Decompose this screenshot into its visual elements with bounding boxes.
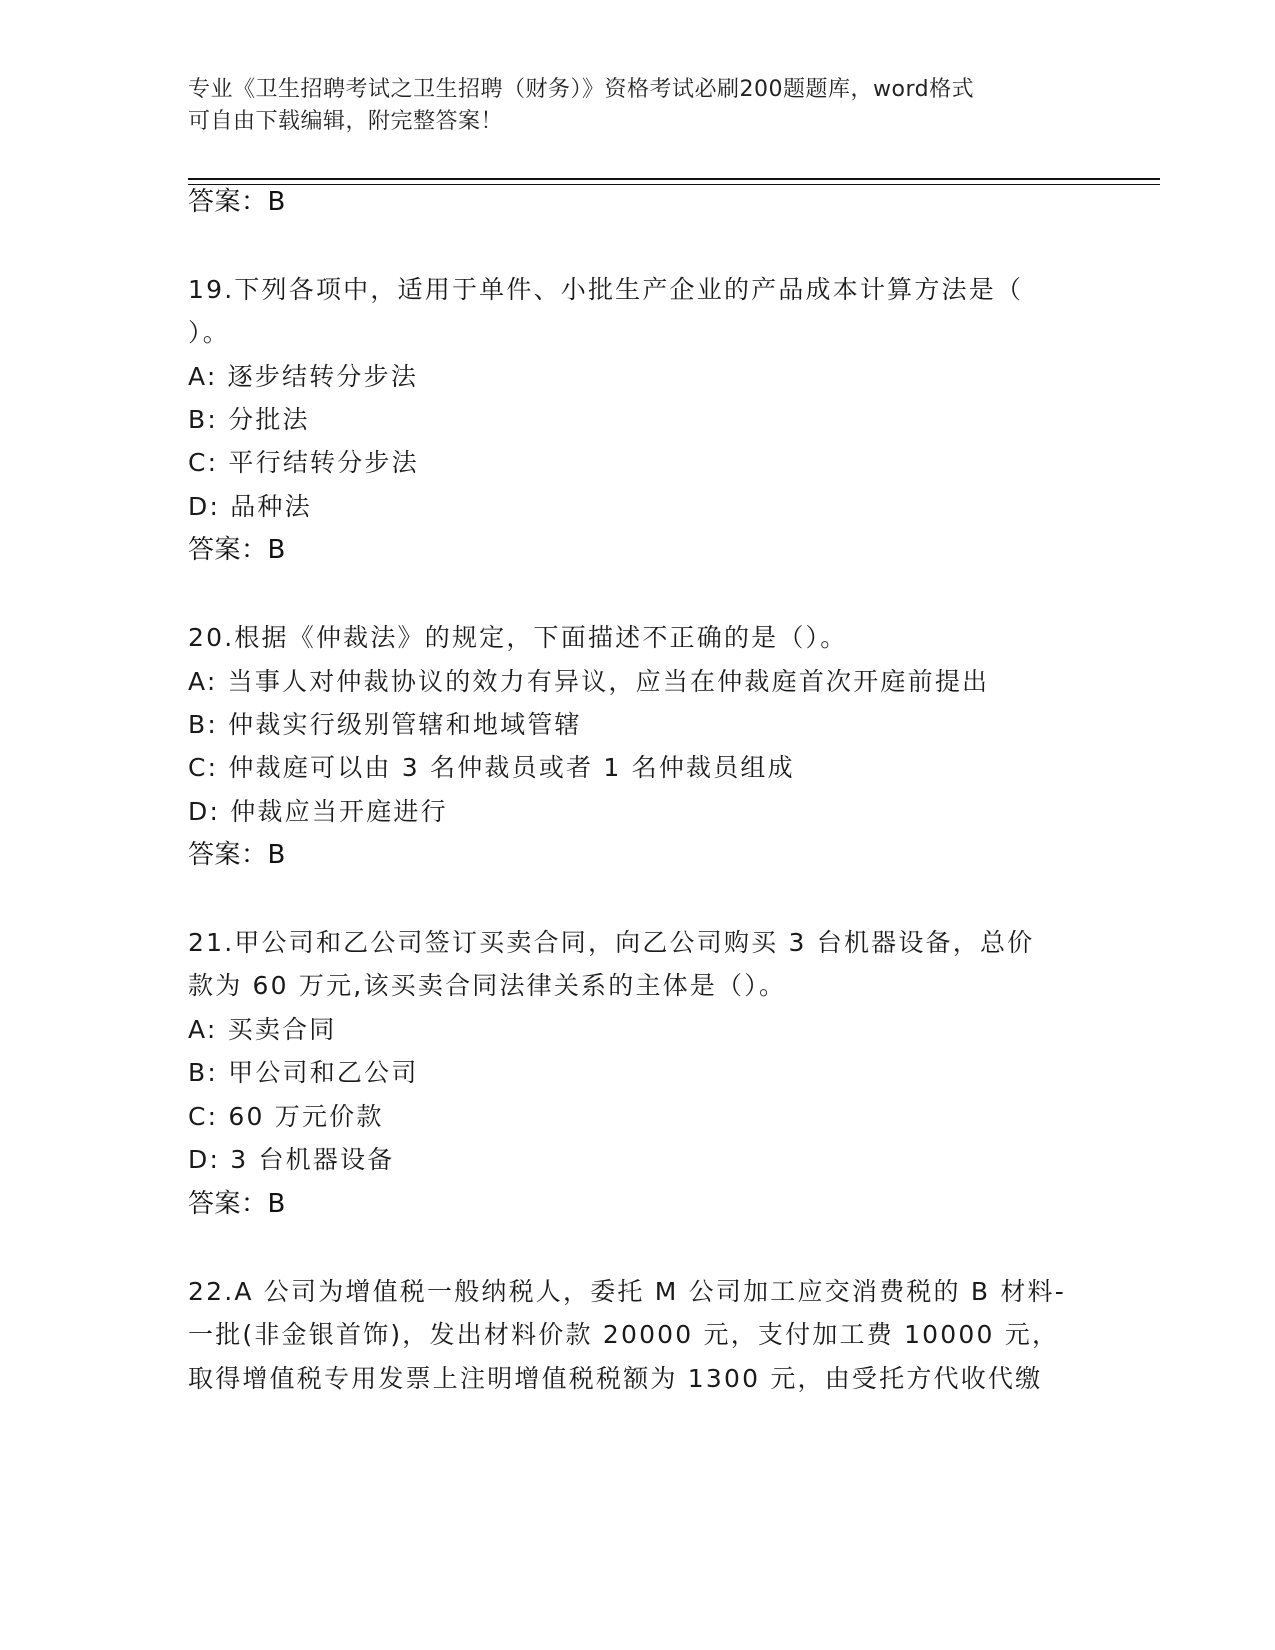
question-20-option-d: D: 仲裁应当开庭进行 — [188, 797, 448, 826]
page-header — [188, 74, 1068, 138]
question-19-option-b: B: 分批法 — [188, 405, 310, 434]
question-21-option-d: D: 3 台机器设备 — [188, 1145, 395, 1174]
question-21-option-b: B: 甲公司和乙公司 — [188, 1058, 419, 1087]
header-divider-thick — [188, 178, 1160, 180]
header-line-1: 专业《卫生招聘考试之卫生招聘（财务）》资格考试必刷200题题库，word格式 — [188, 77, 975, 102]
question-22-stem-line-2: 一批(非金银首饰)，发出材料价款 20000 元，支付加工费 10000 元， — [188, 1320, 1060, 1349]
question-21-option-c: C: 60 万元价款 — [188, 1102, 384, 1131]
question-21-stem-line-1: 21.甲公司和乙公司签订买卖合同，向乙公司购买 3 台机器设备，总价 — [188, 928, 1035, 957]
question-20-option-c: C: 仲裁庭可以由 3 名仲裁员或者 1 名仲裁员组成 — [188, 753, 795, 782]
question-22-stem-line-1: 22.A 公司为增值税一般纳税人，委托 M 公司加工应交消费税的 B 材料- — [188, 1277, 1066, 1306]
question-19-option-d: D: 品种法 — [188, 492, 312, 521]
question-19-option-a: A: 逐步结转分步法 — [188, 362, 419, 391]
question-20-option-b: B: 仲裁实行级别管辖和地域管辖 — [188, 710, 582, 739]
question-21-option-a: A: 买卖合同 — [188, 1015, 337, 1044]
question-21-answer: 答案：B — [188, 1189, 286, 1219]
question-20-stem-line-1: 20.根据《仲裁法》的规定，下面描述不正确的是（）。 — [188, 623, 848, 652]
question-19-option-c: C: 平行结转分步法 — [188, 448, 419, 477]
answer-previous: 答案：B — [188, 187, 286, 217]
question-20-option-a: A: 当事人对仲裁协议的效力有异议，应当在仲裁庭首次开庭前提出 — [188, 667, 990, 696]
question-19-answer: 答案：B — [188, 535, 286, 565]
question-21-stem-line-2: 款为 60 万元,该买卖合同法律关系的主体是（）。 — [188, 971, 787, 1000]
header-divider-thin — [188, 184, 1160, 185]
header-line-2: 可自由下载编辑，附完整答案！ — [188, 109, 504, 134]
question-22-stem-line-3: 取得增值税专用发票上注明增值税税额为 1300 元，由受托方代收代缴 — [188, 1364, 1043, 1393]
question-19-stem-line-2: ）。 — [188, 318, 230, 347]
question-20-answer: 答案：B — [188, 840, 286, 870]
question-19-stem-line-1: 19.下列各项中，适用于单件、小批生产企业的产品成本计算方法是（ — [188, 275, 1024, 304]
